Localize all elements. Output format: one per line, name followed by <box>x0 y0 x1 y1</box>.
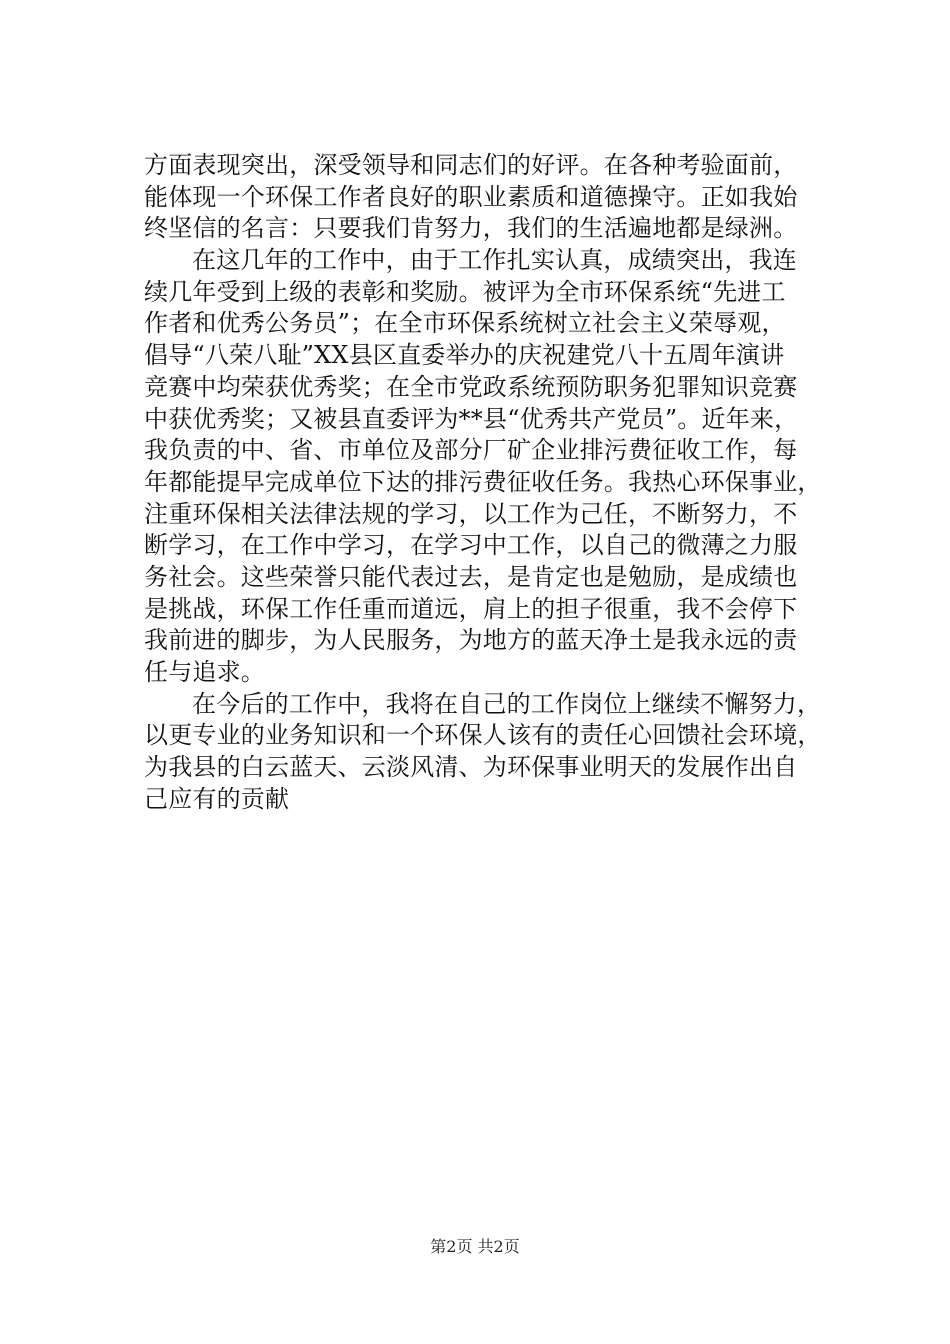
paragraph-first-line: 在今后的工作中，我将在自己的工作岗位上继续不懈努力， <box>192 689 822 718</box>
text-line: 以更专业的业务知识和一个环保人该有的责任心回馈社会环境， <box>144 721 822 750</box>
text-line: 注重环保相关法律法规的学习，以工作为己任，不断努力，不 <box>144 499 798 528</box>
text-line: 续几年受到上级的表彰和奖励。被评为全市环保系统“先进工 <box>144 277 786 306</box>
page-number-footer: 第2页 共2页 <box>430 1237 520 1256</box>
text-line: 我前进的脚步，为人民服务，为地方的蓝天净土是我永远的责 <box>144 626 798 655</box>
text-line: 为我县的白云蓝天、云淡风清、为环保事业明天的发展作出自 <box>144 753 798 782</box>
document-body <box>144 150 856 815</box>
text-line: 年都能提早完成单位下达的排污费征收任务。我热心环保事业， <box>144 467 822 496</box>
text-line: 我负责的中、省、市单位及部分厂矿企业排污费征收工作，每 <box>144 436 798 465</box>
text-line: 己应有的贡献 <box>144 784 290 813</box>
text-line: 任与追求。 <box>144 658 265 686</box>
text-line: 作者和优秀公务员”；在全市环保系统树立社会主义荣辱观， <box>144 309 786 338</box>
text-line: 是挑战，环保工作任重而道远，肩上的担子很重，我不会停下 <box>144 594 798 623</box>
text-line: 倡导“八荣八耻”XX县区直委举办的庆祝建党八十五周年演讲 <box>144 341 785 370</box>
text-line: 能体现一个环保工作者良好的职业素质和道德操守。正如我始 <box>144 182 798 211</box>
paragraph-first-line: 在这几年的工作中，由于工作扎实认真，成绩突出，我连 <box>192 246 797 275</box>
text-line: 终坚信的名言：只要我们肯努力，我们的生活遍地都是绿洲。 <box>144 214 798 243</box>
text-line: 断学习，在工作中学习，在学习中工作，以自己的微薄之力服 <box>144 531 798 560</box>
text-line: 务社会。这些荣誉只能代表过去，是肯定也是勉励，是成绩也 <box>144 562 798 591</box>
text-line: 方面表现突出，深受领导和同志们的好评。在各种考验面前， <box>144 151 798 179</box>
text-line: 竞赛中均荣获优秀奖；在全市党政系统预防职务犯罪知识竞赛 <box>144 372 798 401</box>
text-line: 中获优秀奖；又被县直委评为**县“优秀共产党员”。近年来， <box>144 404 799 433</box>
